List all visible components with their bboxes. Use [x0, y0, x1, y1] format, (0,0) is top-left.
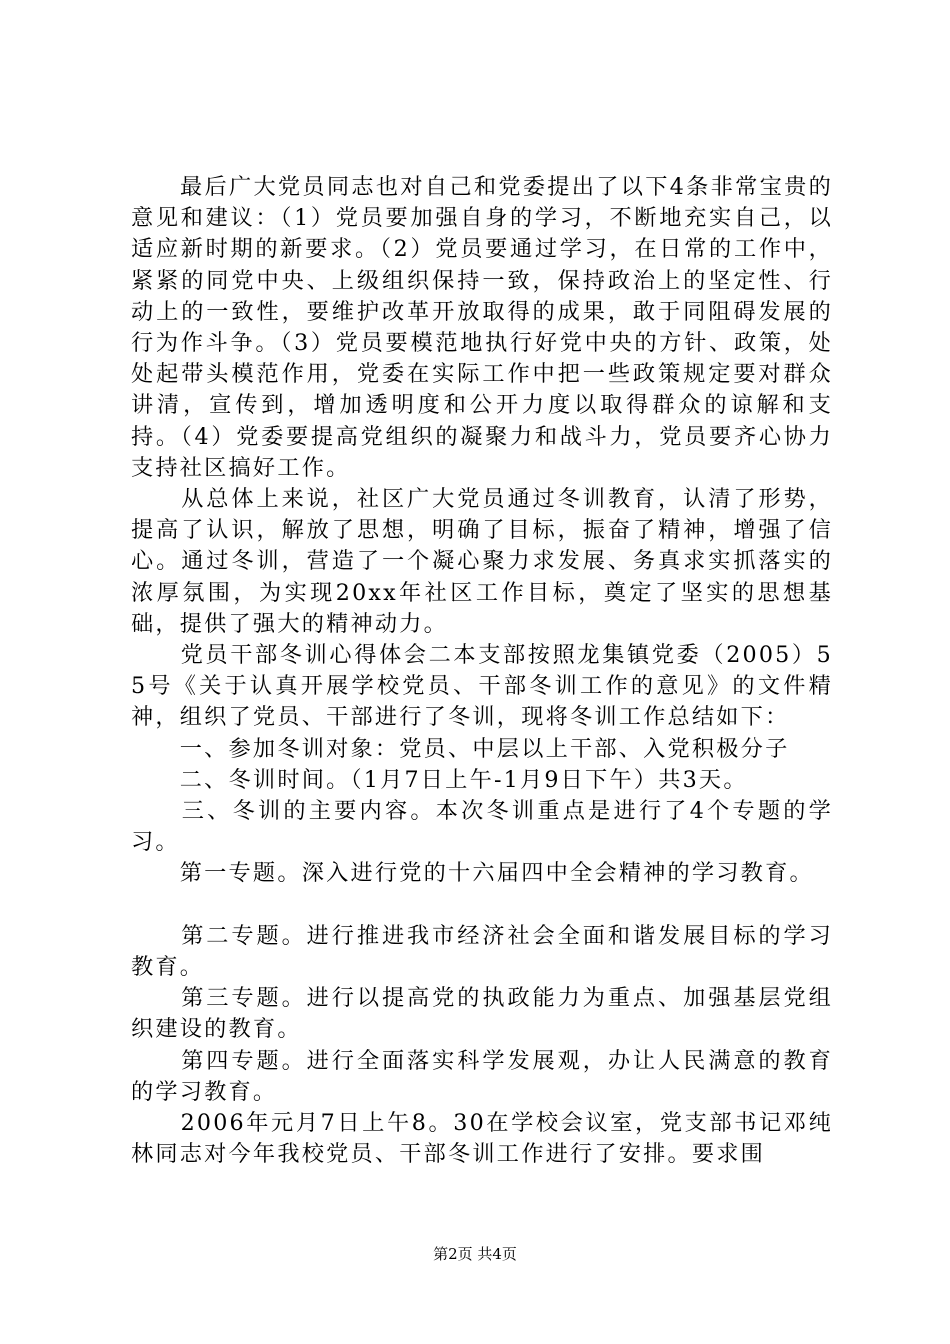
blank-line: [131, 890, 833, 921]
paragraph-opinions: 最后广大党员同志也对自己和党委提出了以下4条非常宝贵的意见和建议：（1）党员要加强自身的学习，不断地充实自己，以适应新时期的新要求。（2）党员要通过学习，在日常的工作中，紧紧的同党中央、上级组织保持一致，保持政治上的坚定性、行动上的一致性，要维护改革开放取得的成果，敢于同阻碍发展的行为作斗争。（3）党员要模范地执行好党中央的方针、政策，处处起带头模范作用，党委在实际工作中把一些政策规定要对群众讲清，宣传到，增加透明度和公开力度以取得群众的谅解和支持。（4）党委要提高党组织的凝聚力和战斗力，党员要齐心协力支持社区搞好工作。: [131, 174, 833, 481]
paragraph-meeting-arrangement: 2006年元月7日上午8。30在学校会议室，党支部书记邓纯林同志对今年我校党员、干部冬训工作进行了安排。要求围: [131, 1110, 833, 1168]
paragraph-topic-four: 第四专题。进行全面落实科学发展观，办让人民满意的教育的学习教育。: [131, 1047, 833, 1105]
paragraph-topic-one: 第一专题。深入进行党的十六届四中全会精神的学习教育。: [131, 860, 814, 887]
document-body: [131, 172, 833, 1170]
paragraph-topic-two: 第二专题。进行推进我市经济社会全面和谐发展目标的学习教育。: [131, 922, 833, 981]
paragraph-second-report-intro: 党员干部冬训心得体会二本支部按照龙集镇党委（2005）55号《关于认真开展学校党员、干部冬训工作的意见》的文件精神，组织了党员、干部进行了冬训，现将冬训工作总结如下：: [131, 642, 833, 731]
paragraph-training-content: 三、冬训的主要内容。本次冬训重点是进行了4个专题的学习。: [131, 798, 833, 856]
paragraph-training-time: 二、冬训时间。（1月7日上午-1月9日下午）共3天。: [131, 766, 748, 793]
page-footer: 第2页 共4页: [433, 1245, 517, 1263]
paragraph-topic-three: 第三专题。进行以提高党的执政能力为重点、加强基层党组织建设的教育。: [131, 985, 833, 1043]
paragraph-summary: 从总体上来说，社区广大党员通过冬训教育，认清了形势，提高了认识，解放了思想，明确了目标，振奋了精神，增强了信心。通过冬训，营造了一个凝心聚力求发展、务真求实抓落实的浓厚氛围，为实现20xx年社区工作目标，奠定了坚实的思想基础，提供了强大的精神动力。: [131, 486, 833, 637]
paragraph-training-targets: 一、参加冬训对象：党员、中层以上干部、入党积极分子: [131, 735, 790, 762]
